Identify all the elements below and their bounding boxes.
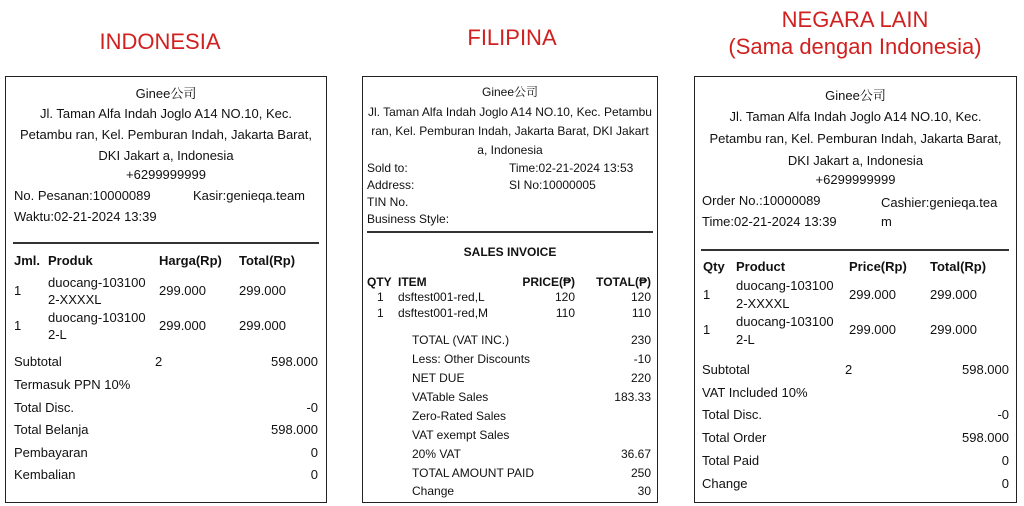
total-value: 598.000	[271, 422, 318, 437]
order-time: Waktu:02-21-2024 13:39	[14, 209, 157, 224]
sold-to: Sold to:	[367, 161, 408, 175]
order-time: Time:02-21-2024 13:39	[702, 214, 837, 229]
divider	[701, 249, 1009, 251]
heading-negara-lain	[700, 6, 1010, 60]
paid-label: Total Paid	[702, 453, 760, 468]
store-phone: +6299999999	[815, 172, 896, 187]
total-label: Total Order	[702, 430, 767, 445]
receipt-filipina	[362, 76, 658, 503]
order-number: No. Pesanan:10000089	[14, 188, 151, 203]
item-total: 110	[631, 306, 651, 320]
discount-label: Total Disc.	[702, 407, 762, 422]
col-header-product: Product	[736, 259, 786, 274]
change-value: 0	[1001, 476, 1009, 491]
col-header-qty: QTY	[367, 275, 392, 289]
item-qty: 1	[377, 306, 384, 320]
receipt-other	[694, 76, 1017, 503]
tin-label: TIN No.	[367, 195, 409, 209]
col-header-total: Total(Rp)	[239, 253, 296, 268]
store-address: Jl. Taman Alfa Indah Joglo A14 NO.10, Kec. Petambu ran, Kel. Pemburan Indah, Jakarta Barat, DKI Jakart a, Indonesia	[709, 109, 1002, 168]
item-qty: 1	[14, 283, 22, 298]
summary-value: 183.33	[614, 390, 651, 404]
summary-value: -10	[633, 352, 651, 366]
col-header-total: Total(Rp)	[930, 259, 987, 274]
item-total: 299.000	[239, 283, 286, 298]
summary-label: VATable Sales	[412, 390, 489, 404]
change-label: Kembalian	[14, 467, 76, 482]
col-header-qty: Qty	[703, 259, 725, 274]
store-phone: +6299999999	[126, 167, 206, 182]
item-total: 299.000	[930, 322, 977, 337]
vat-label: Termasuk PPN 10%	[14, 377, 131, 392]
subtotal-qty: 2	[155, 354, 163, 369]
paid-value: 0	[1001, 453, 1009, 468]
item-total: 299.000	[239, 318, 286, 333]
col-header-item: ITEM	[398, 275, 427, 289]
divider	[13, 242, 319, 244]
summary-label: TOTAL (VAT INC.)	[412, 333, 510, 347]
summary-value: 220	[630, 371, 651, 385]
invoice-time: Time:02-21-2024 13:53	[509, 161, 634, 175]
summary-value: 250	[630, 466, 651, 480]
summary-value: 36.67	[620, 447, 651, 461]
subtotal-value: 598.000	[271, 354, 318, 369]
item-price: 299.000	[849, 322, 896, 337]
receipt-indonesia	[5, 76, 327, 503]
store-address: Jl. Taman Alfa Indah Joglo A14 NO.10, Kec. Petambu ran, Kel. Pemburan Indah, Jakarta Barat, DKI Jakart a, Indonesia	[368, 105, 652, 157]
item-price: 299.000	[159, 283, 206, 298]
col-header-price: Price(Rp)	[849, 259, 907, 274]
summary-label: VAT exempt Sales	[412, 428, 510, 442]
item-price: 110	[555, 306, 575, 320]
item-product: duocang-103100 2-L	[736, 314, 834, 347]
item-qty: 1	[377, 290, 384, 304]
col-header-price: Harga(Rp)	[159, 253, 222, 268]
cashier: Kasir:genieqa.team	[193, 188, 306, 203]
item-total: 120	[630, 290, 651, 304]
heading-filipina: FILIPINA	[467, 25, 557, 50]
change-value: 0	[310, 467, 318, 482]
item-price: 299.000	[849, 287, 896, 302]
address-label: Address:	[367, 178, 415, 192]
item-price: 120	[554, 290, 575, 304]
summary-label: Zero-Rated Sales	[412, 409, 507, 423]
heading-negara-lain-line1: NEGARA LAIN	[781, 7, 929, 32]
payment-label: Pembayaran	[14, 445, 88, 460]
summary-label: TOTAL AMOUNT PAID	[412, 466, 535, 480]
store-name: Ginee公司	[135, 86, 197, 101]
item-total: 299.000	[930, 287, 977, 302]
discount-label: Total Disc.	[14, 400, 74, 415]
item-price: 299.000	[159, 318, 206, 333]
payment-value: 0	[310, 445, 318, 460]
summary-value: 230	[630, 333, 651, 347]
item-qty: 1	[703, 322, 711, 337]
vat-label: VAT Included 10%	[702, 385, 808, 400]
item-product: duocang-103100 2-L	[48, 310, 146, 342]
divider	[367, 231, 653, 233]
business-style-label: Business Style:	[367, 212, 450, 226]
summary-label: Less: Other Discounts	[412, 352, 531, 366]
summary-label: NET DUE	[412, 371, 465, 385]
col-header-qty: Jml.	[14, 253, 41, 268]
total-label: Total Belanja	[14, 422, 89, 437]
discount-value: -0	[997, 407, 1009, 422]
si-number: SI No:10000005	[509, 178, 596, 192]
col-header-price: PRICE(₱)	[522, 275, 575, 289]
store-name: Ginee公司	[825, 88, 886, 103]
store-address: Jl. Taman Alfa Indah Joglo A14 NO.10, Kec. Petambu ran, Kel. Pemburan Indah, Jakarta Barat, DKI Jakart a, Indonesia	[20, 106, 312, 163]
heading-negara-lain-line2: (Sama dengan Indonesia)	[728, 34, 982, 59]
item-qty: 1	[703, 287, 711, 302]
subtotal-label: Subtotal	[702, 362, 750, 377]
order-number: Order No.:10000089	[702, 193, 821, 208]
heading-indonesia: INDONESIA	[99, 29, 221, 54]
subtotal-qty: 2	[845, 362, 853, 377]
col-header-total: TOTAL(₱)	[596, 275, 651, 289]
item-qty: 1	[14, 318, 22, 333]
summary-label: 20% VAT	[412, 447, 461, 461]
item-product: duocang-103100 2-XXXXL	[48, 275, 146, 307]
discount-value: -0	[306, 400, 318, 415]
invoice-title: SALES INVOICE	[463, 245, 557, 259]
total-value: 598.000	[962, 430, 1009, 445]
store-name: Ginee公司	[481, 85, 539, 99]
cashier: Cashier:genieqa.tea m	[881, 195, 998, 229]
summary-value: 30	[637, 484, 651, 498]
subtotal-label: Subtotal	[14, 354, 62, 369]
summary-label: Change	[412, 484, 455, 498]
subtotal-value: 598.000	[962, 362, 1009, 377]
col-header-product: Produk	[48, 253, 93, 268]
item-product: duocang-103100 2-XXXXL	[736, 278, 834, 311]
item-name: dsftest001-red,L	[398, 290, 485, 304]
change-label: Change	[702, 476, 748, 491]
item-name: dsftest001-red,M	[398, 306, 489, 320]
